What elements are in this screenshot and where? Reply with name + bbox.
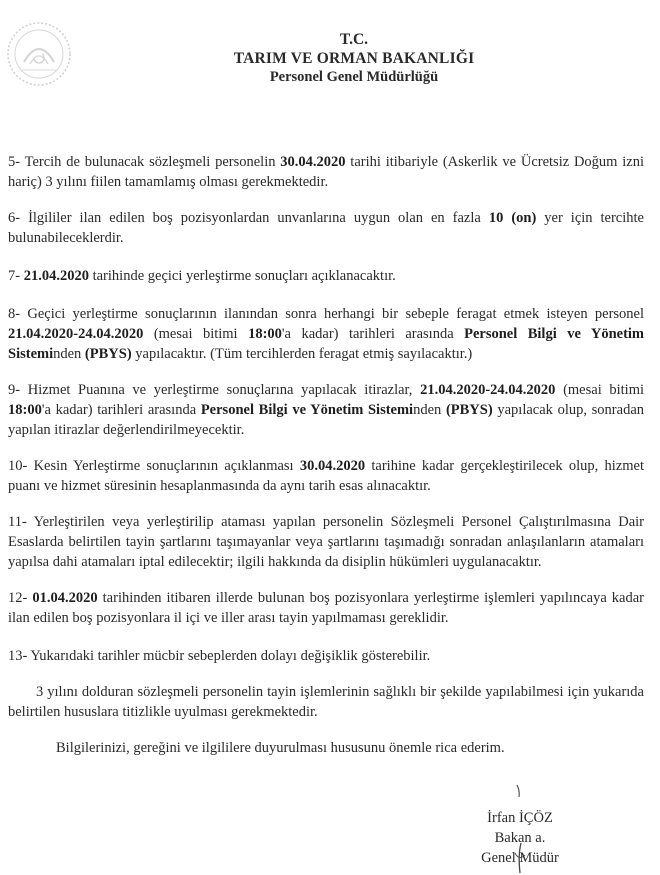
paragraph-text: tarihinde geçici yerleştirme sonuçları açıklanacaktır. <box>88 268 396 284</box>
emphasized-text: (PBYS) <box>445 402 493 418</box>
paragraph-text: 6- İlgililer ilan edilen boş pozisyonlardan unvanlarına uygun olan en fazla <box>8 210 489 226</box>
paragraph-text: 'a kadar) tarihleri arasında <box>281 326 465 342</box>
paragraph-item-5 <box>8 152 644 192</box>
paragraph-item-13 <box>8 646 644 666</box>
paragraph-text: 10- Kesin Yerleştirme sonuçlarının açıklanması <box>8 458 300 474</box>
paragraph-text: 7- <box>8 268 24 284</box>
paragraph-text: Bilgilerinizi, gereğini ve ilgililere duyurulması hususunu önemle rica ederim. <box>56 740 505 756</box>
document-body <box>8 152 644 758</box>
paragraph-text: nden <box>413 402 446 418</box>
paragraph-item-7 <box>8 266 644 286</box>
document-header <box>0 30 660 87</box>
paragraph-item-10 <box>8 456 644 496</box>
paragraph-text: 'a kadar) tarihleri arasında <box>41 402 201 418</box>
signatory-title-2: Genel Müdür <box>481 850 559 866</box>
paragraph-item-9 <box>8 380 644 440</box>
signature-block <box>470 808 570 868</box>
paragraph-text: 9- Hizmet Puanına ve yerleştirme sonuçlarına yapılacak itirazlar, <box>8 382 421 398</box>
emphasized-text: 01.04.2020 <box>32 590 98 606</box>
paragraph-text: 12- <box>8 590 33 606</box>
emphasized-text: (PBYS) <box>84 346 132 362</box>
emphasized-text: 18:00 <box>248 326 282 342</box>
paragraph-text: 11- Yerleştirilen veya yerleştirilip ataması yapılan personelin Sözleşmeli Personel Çalıştırılmasına Dair Esaslarda belirtilen tayin şartlarını taşımayanlar veya şartlarını taşımadığı sonradan anlaşılanların atamaları yapılsa dahi atamaları iptal edilecektir; ilgili hakkında da disiplin hükümleri uygulanacaktır. <box>8 514 644 570</box>
header-ministry: TARIM VE ORMAN BAKANLIĞI <box>233 50 475 67</box>
paragraph-text: 3 yılını dolduran sözleşmeli personelin tayin işlemlerinin sağlıklı bir şekilde yapılabilmesi için yukarıda belirtilen hususlara titizlikle uyulması gerekmektedir. <box>8 684 644 720</box>
emphasized-text: 18:00 <box>8 402 42 418</box>
header-department: Personel Genel Müdürlüğü <box>269 69 439 85</box>
signatory-name: İrfan İÇÖZ <box>487 810 553 826</box>
paragraph-item-12 <box>8 588 644 628</box>
paragraph-item-8 <box>8 304 644 364</box>
paragraph-text: yapılacaktır. (Tüm tercihlerden feragat etmiş sayılacaktır.) <box>131 346 473 362</box>
emphasized-text: 30.04.2020 <box>299 458 366 474</box>
header-country: T.C. <box>339 31 369 48</box>
emphasized-text: 21.04.2020-24.04.2020 <box>420 382 556 398</box>
paragraph-text: tarihi itibariyle (Askerlik ve Ücretsiz Doğum izni hariç) 3 yılını fiilen tamamlamış olması gerekmektedir. <box>8 154 644 190</box>
emphasized-text: Personel Bilgi ve Yönetim Sistemi <box>200 402 414 418</box>
paragraph-text: tarihinden itibaren illerde bulunan boş pozisyonlara yerleştirme işlemleri yapılıncaya kadar ilan edilen boş pozisyonlara il içi ve iller arası tayin yapılmaması gereklidir. <box>8 590 644 626</box>
emphasized-text: Personel Bilgi ve Yönetim Sistemi <box>8 326 645 362</box>
signatory-title-1: Bakan a. <box>494 830 546 846</box>
paragraph-text: 13- Yukarıdaki tarihler mücbir sebeplerden dolayı değişiklik gösterebilir. <box>8 648 431 664</box>
paragraph-text: nden <box>53 346 85 362</box>
paragraph-text: (mesai bitimi <box>555 382 645 398</box>
paragraph-text: yapılacak olup, sonradan yapılan itirazlar değerlendirilmeyecektir. <box>8 402 645 438</box>
paragraph-text: 5- Tercih de bulunacak sözleşmeli personelin <box>8 154 281 170</box>
request-paragraph <box>8 738 644 758</box>
emphasized-text: 10 (on) <box>488 210 537 226</box>
paragraph-text: (mesai bitimi <box>143 326 249 342</box>
paragraph-item-6 <box>8 208 644 248</box>
paragraph-item-11 <box>8 512 644 572</box>
closing-paragraph <box>8 682 644 722</box>
emphasized-text: 30.04.2020 <box>280 154 346 170</box>
emphasized-text: 21.04.2020-24.04.2020 <box>8 326 144 342</box>
paragraph-text: tarihine kadar gerçekleştirilecek olup, hizmet puanı ve hizmet süresinin hesaplanmasında da aynı tarih esas alınacaktır. <box>8 458 645 494</box>
paragraph-text: yer için tercihte bulunabileceklerdir. <box>8 210 644 246</box>
paragraph-text: 8- Geçici yerleştirme sonuçlarının ilanından sonra herhangi bir sebeple feragat etmek isteyen personel <box>8 306 644 322</box>
emphasized-text: 21.04.2020 <box>23 268 89 284</box>
